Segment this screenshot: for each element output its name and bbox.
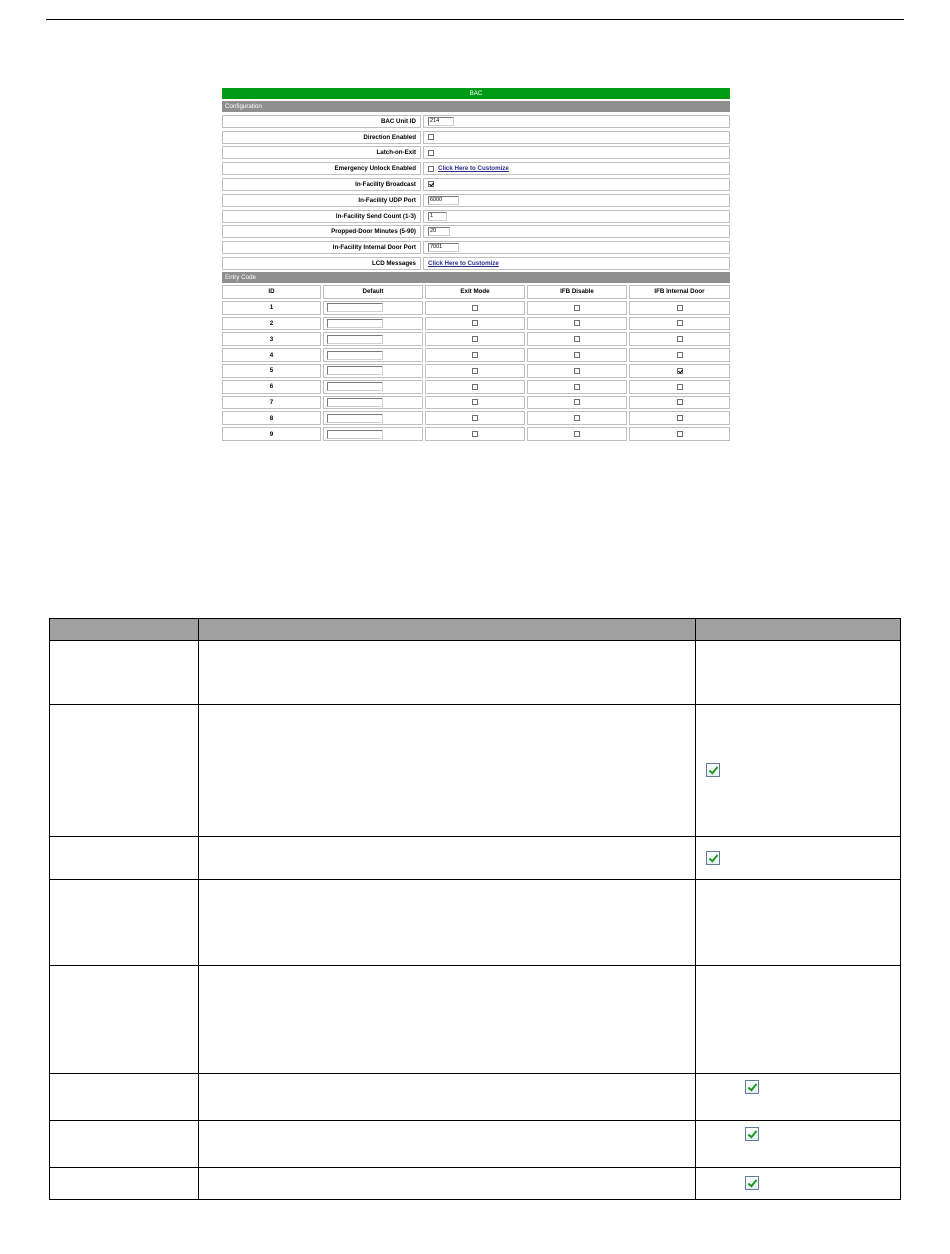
exit-mode-checkbox[interactable] [472,352,478,358]
ifb-internal-door-checkbox[interactable] [677,305,683,311]
entry-code-default-cell [323,364,423,378]
table-cell [50,1167,199,1199]
ifb-disable-checkbox[interactable] [574,352,580,358]
config-text-input[interactable]: 20 [428,227,450,236]
header-cell-1 [50,619,199,641]
config-value [423,241,730,254]
config-label: Propped-Door Minutes (5-90) [222,225,421,238]
entry-code-cell [425,411,525,425]
config-label: In-Facility Broadcast [222,178,421,191]
config-row [222,162,730,175]
config-label: Emergency Unlock Enabled [222,162,421,175]
table-cell [696,1120,901,1167]
ifb-internal-door-checkbox[interactable] [677,336,683,342]
config-row [222,257,730,270]
entry-code-default-input[interactable] [327,382,383,391]
config-value [423,162,730,175]
entry-code-cell [425,380,525,394]
entry-code-id: 4 [222,348,321,362]
entry-code-id: 6 [222,380,321,394]
exit-mode-checkbox[interactable] [472,415,478,421]
config-row [222,210,730,223]
entry-code-default-input[interactable] [327,335,383,344]
checked-checkbox-icon [745,1176,759,1190]
config-row [222,178,730,191]
ifb-disable-checkbox[interactable] [574,431,580,437]
table-cell [696,879,901,965]
exit-mode-checkbox[interactable] [472,368,478,374]
entry-code-id: 9 [222,427,321,441]
config-label: In-Facility Internal Door Port [222,241,421,254]
entry-code-default-input[interactable] [327,303,383,312]
config-text-input[interactable]: 7001 [428,243,459,252]
entry-code-cell [527,301,627,315]
entry-code-row [222,332,730,346]
entry-code-id: 8 [222,411,321,425]
entry-code-default-cell [323,427,423,441]
entry-code-default-input[interactable] [327,414,383,423]
entry-code-cell [527,380,627,394]
config-label: In-Facility Send Count (1-3) [222,210,421,223]
entry-code-cell [629,332,730,346]
header-cell-3 [696,619,901,641]
entry-code-default-input[interactable] [327,366,383,375]
entry-code-default-input[interactable] [327,319,383,328]
table-row [50,705,901,836]
entry-code-id: 3 [222,332,321,346]
config-text-input[interactable]: 6000 [428,196,459,205]
config-value [423,115,730,128]
table-cell [696,966,901,1073]
entry-code-default-cell [323,380,423,394]
ifb-disable-checkbox[interactable] [574,320,580,326]
entry-code-default-input[interactable] [327,430,383,439]
ifb-internal-door-checkbox[interactable] [677,399,683,405]
config-value [423,146,730,159]
entry-code-cell [425,348,525,362]
entry-code-default-cell [323,348,423,362]
header-rule [46,19,904,20]
config-row [222,146,730,159]
table-cell [50,1120,199,1167]
entry-code-cell [527,317,627,331]
entry-code-cell [629,411,730,425]
entry-code-cell [527,332,627,346]
entry-code-cell [425,396,525,410]
entry-code-cell [629,317,730,331]
ifb-disable-checkbox[interactable] [574,305,580,311]
entry-code-row [222,411,730,425]
config-label: Direction Enabled [222,131,421,144]
table-row [50,879,901,965]
config-label: In-Facility UDP Port [222,194,421,207]
header-default: Default [323,285,423,299]
entry-code-default-cell [323,332,423,346]
config-text-input[interactable]: 1 [428,212,447,221]
ifb-internal-door-checkbox[interactable] [677,384,683,390]
exit-mode-checkbox[interactable] [472,384,478,390]
ifb-disable-checkbox[interactable] [574,368,580,374]
entry-code-default-cell [323,411,423,425]
config-value [423,257,730,270]
table-cell [50,879,199,965]
entry-code-id: 1 [222,301,321,315]
table-cell [696,705,901,836]
entry-code-default-cell [323,317,423,331]
table-cell [50,641,199,705]
config-value [423,131,730,144]
exit-mode-checkbox[interactable] [472,399,478,405]
table-cell [199,1167,696,1199]
exit-mode-checkbox[interactable] [472,431,478,437]
table-row [50,641,901,705]
header-exit-mode: Exit Mode [425,285,525,299]
config-row [222,241,730,254]
table-cell [199,705,696,836]
entry-code-row [222,427,730,441]
entry-code-cell [629,427,730,441]
configuration-rows [222,115,730,270]
ifb-internal-door-checkbox[interactable] [677,431,683,437]
entry-code-cell [629,301,730,315]
entry-code-cell [629,396,730,410]
config-label: BAC Unit ID [222,115,421,128]
entry-code-cell [527,396,627,410]
ifb-disable-checkbox[interactable] [574,415,580,421]
checked-checkbox-icon [745,1127,759,1141]
config-row [222,194,730,207]
checked-checkbox-icon [745,1080,759,1094]
config-value [423,178,730,191]
ifb-disable-checkbox[interactable] [574,336,580,342]
exit-mode-checkbox[interactable] [472,336,478,342]
entry-code-cell [425,332,525,346]
config-row [222,225,730,238]
entry-code-cell [425,364,525,378]
table-row [50,966,901,1073]
table-row [50,1073,901,1120]
entry-code-cell [425,317,525,331]
checked-checkbox-icon [706,851,720,865]
entry-code-row [222,396,730,410]
ifb-internal-door-checkbox[interactable] [677,368,683,374]
entry-code-rows [222,301,730,441]
entry-code-default-cell [323,396,423,410]
config-text-input[interactable]: 214 [428,117,454,126]
exit-mode-checkbox[interactable] [472,320,478,326]
configuration-section-header: Configuration [222,101,730,112]
table-header-row [50,619,901,641]
table-row [50,836,901,879]
config-checkbox[interactable] [428,134,434,140]
customize-link[interactable]: Click Here to Customize [438,165,509,173]
entry-code-cell [629,364,730,378]
entry-code-default-input[interactable] [327,351,383,360]
ifb-disable-checkbox[interactable] [574,399,580,405]
table-cell [199,1073,696,1120]
ifb-internal-door-checkbox[interactable] [677,415,683,421]
entry-code-row [222,348,730,362]
entry-code-row [222,364,730,378]
entry-code-cell [527,348,627,362]
entry-code-default-input[interactable] [327,398,383,407]
table-cell [696,836,901,879]
header-ifb-internal-door: IFB Internal Door [629,285,730,299]
table-cell [50,836,199,879]
entry-code-section-header: Entry Code [222,272,730,283]
entry-code-row [222,317,730,331]
bac-title-bar: BAC [222,88,730,99]
customize-link[interactable]: Click Here to Customize [428,259,499,267]
entry-code-cell [527,411,627,425]
table-cell [199,1120,696,1167]
table-cell [199,641,696,705]
table-row [50,1120,901,1167]
entry-code-id: 7 [222,396,321,410]
bac-configuration-screenshot [221,86,731,438]
table-cell [696,1073,901,1120]
config-value [423,194,730,207]
table-cell [50,1073,199,1120]
config-checkbox[interactable] [428,181,434,187]
settings-description-table [49,618,901,1200]
header-id: ID [222,285,321,299]
entry-code-cell [425,301,525,315]
table-cell [696,1167,901,1199]
table-cell [199,879,696,965]
entry-code-cell [629,380,730,394]
entry-code-id: 2 [222,317,321,331]
table-cell [199,966,696,1073]
entry-code-cell [425,427,525,441]
entry-code-cell [527,364,627,378]
checked-checkbox-icon [706,763,720,777]
config-value [423,210,730,223]
entry-code-header-row [222,285,730,299]
entry-code-row [222,380,730,394]
exit-mode-checkbox[interactable] [472,305,478,311]
table-row [50,1167,901,1199]
config-row [222,115,730,128]
config-row [222,131,730,144]
entry-code-id: 5 [222,364,321,378]
config-checkbox[interactable] [428,150,434,156]
table-cell [50,966,199,1073]
ifb-internal-door-checkbox[interactable] [677,352,683,358]
table-cell [696,641,901,705]
header-cell-2 [199,619,696,641]
config-checkbox[interactable] [428,166,434,172]
header-ifb-disable: IFB Disable [527,285,627,299]
entry-code-cell [629,348,730,362]
entry-code-default-cell [323,301,423,315]
entry-code-cell [527,427,627,441]
ifb-disable-checkbox[interactable] [574,384,580,390]
config-value [423,225,730,238]
config-label: LCD Messages [222,257,421,270]
config-label: Latch-on-Exit [222,146,421,159]
ifb-internal-door-checkbox[interactable] [677,320,683,326]
table-cell [199,836,696,879]
entry-code-row [222,301,730,315]
table-cell [50,705,199,836]
